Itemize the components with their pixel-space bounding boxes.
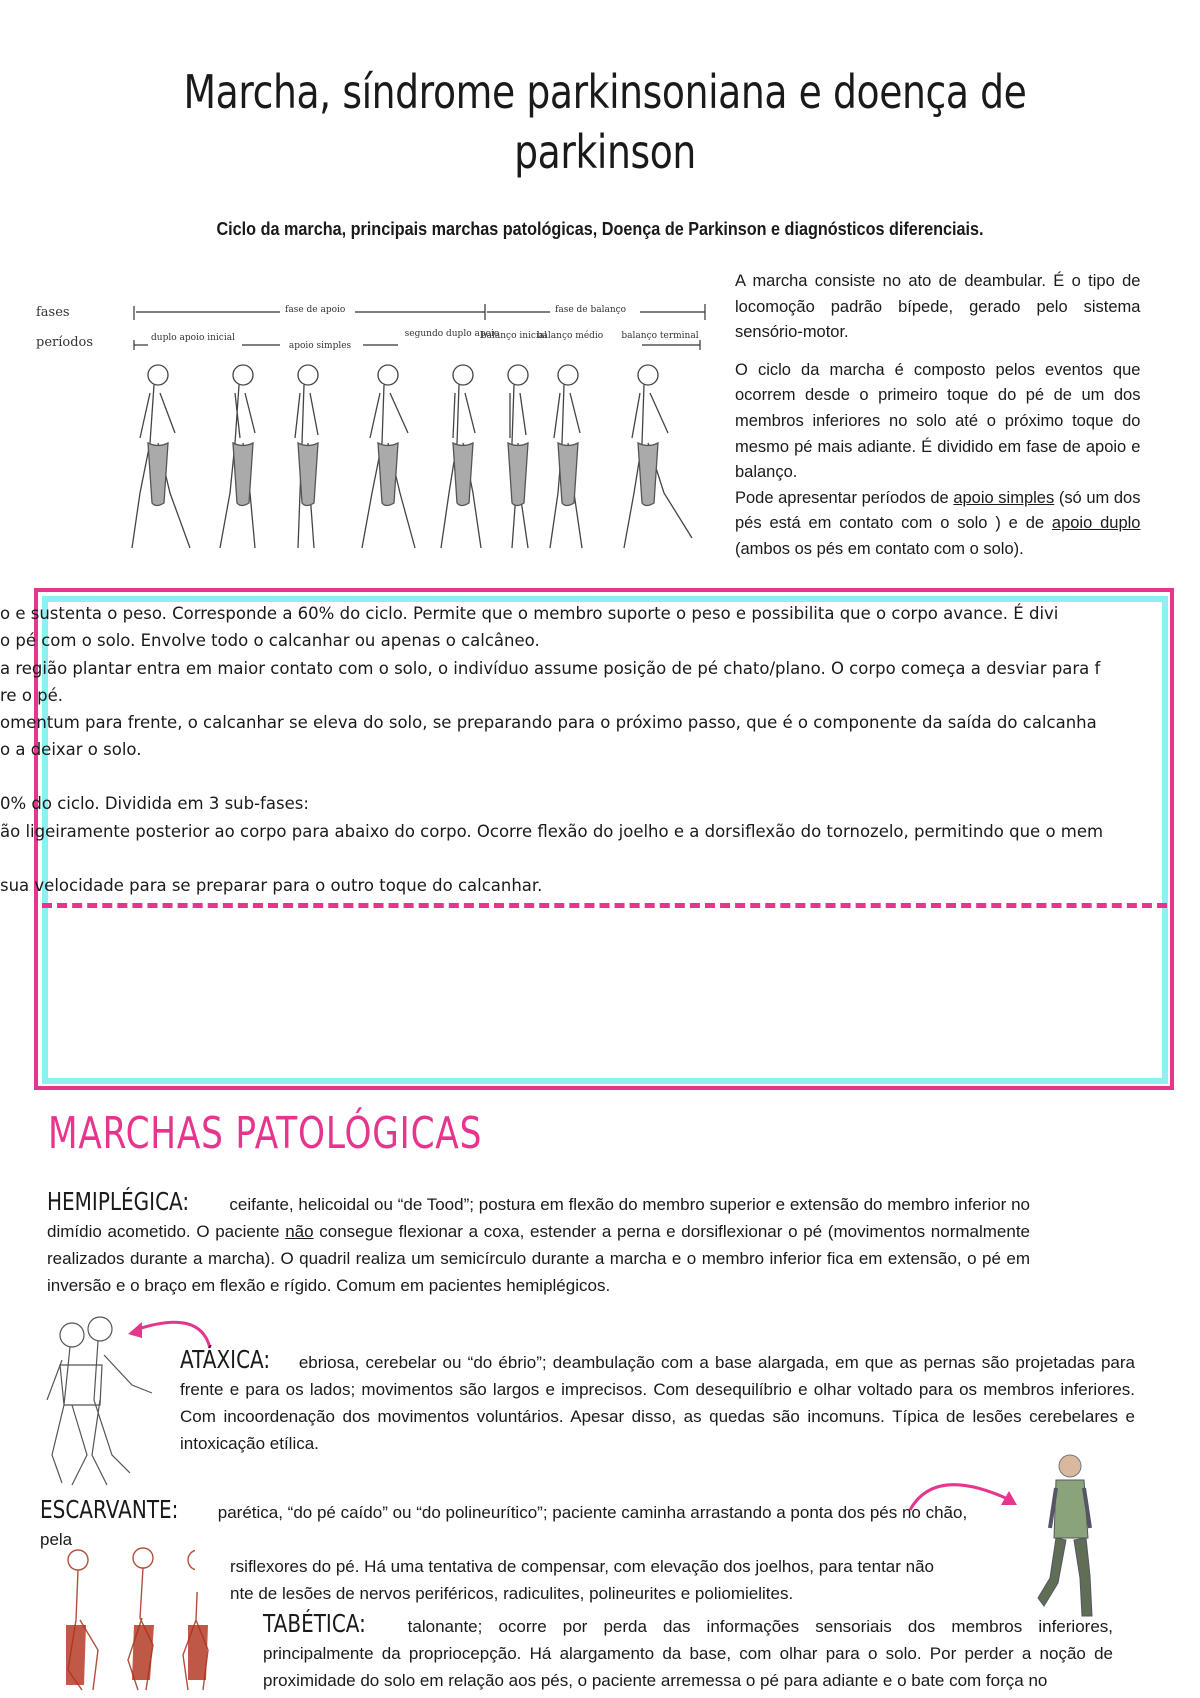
period-label: balanço inicial bbox=[480, 331, 548, 341]
intro-paragraph: Pode apresentar períodos de apoio simples (só um dos pés está em contato com o solo ) e de apoio duplo (ambos os pés em contato com o solo). bbox=[735, 487, 1141, 558]
page-title: Marcha, síndrome parkinsoniana e doença de parkinson bbox=[183, 65, 1027, 179]
periodos-label: períodos bbox=[36, 335, 94, 350]
curved-arrow-icon bbox=[905, 1465, 1025, 1525]
phase-line: sua velocidade para se preparar para o outro toque do calcanhar. bbox=[0, 876, 543, 895]
section-heading: MARCHAS PATOLÓGICAS bbox=[48, 1108, 483, 1159]
phase-line: o a deixar o solo. bbox=[0, 740, 142, 759]
ataxica-paragraph: ATÁXICA: ebriosa, cerebelar ou “do ébrio”; deambulação com a base alargada, em que as pernas são projetadas para frente e para os lados; movimentos são largos e imprecisos. Com desequilíbrio e olhar voltado para os membros inferiores. Com incoordenação dos movimentos voluntários. Apesar disso, as quedas são incomuns. Típica de lesões cerebelares e intoxicação etílica. bbox=[180, 1345, 1135, 1453]
gait-label: TABÉTICA: bbox=[263, 1609, 366, 1638]
phase-line: o pé com o solo. Envolve todo o calcanhar ou apenas o calcâneo. bbox=[0, 631, 540, 650]
dashed-divider bbox=[42, 903, 1167, 908]
escarvante-paragraph: ESCARVANTE: parética, “do pé caído” ou “do polineurítico”; paciente caminha arrastando a ponta dos pés no chão, pela rsiflexores do pé. Há uma tentativa de compensar, com elevação dos joelhos, para tentar não nte de lesões de nervos periféricos, radiculites, polineurites e poliomielites. bbox=[40, 1495, 968, 1603]
gait-cycle-figure bbox=[30, 298, 720, 556]
walking-figures bbox=[132, 365, 692, 548]
intro-paragraph: A marcha consiste no ato de deambular. É o tipo de locomoção padrão bípede, gerado pelo sistema sensório-motor. bbox=[735, 271, 1141, 342]
phase-line: 0% do ciclo. Dividida em 3 sub-fases: bbox=[0, 794, 309, 813]
phase-line: ão ligeiramente posterior ao corpo para abaixo do corpo. Ocorre flexão do joelho e a dorsiflexão do tornozelo, permitindo que o mem bbox=[0, 822, 1104, 841]
fases-label: fases bbox=[36, 305, 70, 320]
phase-line: re o pé. bbox=[0, 686, 64, 705]
gait-label: ESCARVANTE: bbox=[40, 1495, 179, 1524]
phase-line: omentum para frente, o calcanhar se eleva do solo, se preparando para o próximo passo, que é o componente da saída do calcanha bbox=[0, 713, 1097, 732]
period-label: apoio simples bbox=[288, 341, 352, 351]
intro-paragraph: O ciclo da marcha é composto pelos eventos que ocorrem desde o primeiro toque do pé de um dos membros inferiores no solo até o próximo toque do mesmo pé mais adiante. É dividido em fase de apoio e balanço. bbox=[735, 359, 1141, 482]
gait-label: ATÁXICA: bbox=[180, 1345, 271, 1374]
figure-mask bbox=[195, 1522, 230, 1592]
period-label: duplo apoio inicial bbox=[151, 333, 235, 343]
phase-line: a região plantar entra em maior contato com o solo, o indivíduo assume posição de pé chato/plano. O corpo começa a desviar para f bbox=[0, 659, 1101, 678]
fase-apoio-label: fase de apoio bbox=[285, 305, 346, 315]
period-label: balanço terminal bbox=[621, 331, 699, 341]
phase-description-text bbox=[0, 600, 1200, 910]
phase-line: o e sustenta o peso. Corresponde a 60% do ciclo. Permite que o membro suporte o peso e possibilita que o corpo avance. É divi bbox=[0, 604, 1059, 623]
page-subtitle: Ciclo da marcha, principais marchas patológicas, Doença de Parkinson e diagnósticos diferenciais. bbox=[216, 219, 984, 239]
period-label: balanço médio bbox=[536, 331, 604, 341]
hemiplegica-paragraph: HEMIPLÉGICA: ceifante, helicoidal ou “de Tood”; postura em flexão do membro superior e extensão do membro inferior no dimídio acometido. O paciente não consegue flexionar a coxa, estender a perna e dorsiflexionar o pé (movimentos normalmente realizados durante a marcha). O quadril realiza um semicírculo durante a marcha e o membro inferior fica em extensão, o pé em inversão e o braço em flexão e rígido. Comum em pacientes hemiplégicos. bbox=[47, 1187, 1030, 1295]
intro-text bbox=[735, 268, 1140, 562]
tabetica-paragraph: TABÉTICA: talonante; ocorre por perda das informações sensoriais dos membros inferiores, principalmente da propriocepção. Há alargamento da base, com olhar para o solo. Por perder a noção de proximidade do solo em relação aos pés, o paciente arremessa o pé para adiante e o bate com força no bbox=[263, 1609, 1113, 1690]
fase-balanco-label: fase de balanço bbox=[555, 305, 627, 315]
period-label: segundo duplo apoio bbox=[404, 329, 500, 339]
elderly-man-illustration bbox=[1030, 1448, 1110, 1628]
gait-label: HEMIPLÉGICA: bbox=[47, 1187, 190, 1216]
